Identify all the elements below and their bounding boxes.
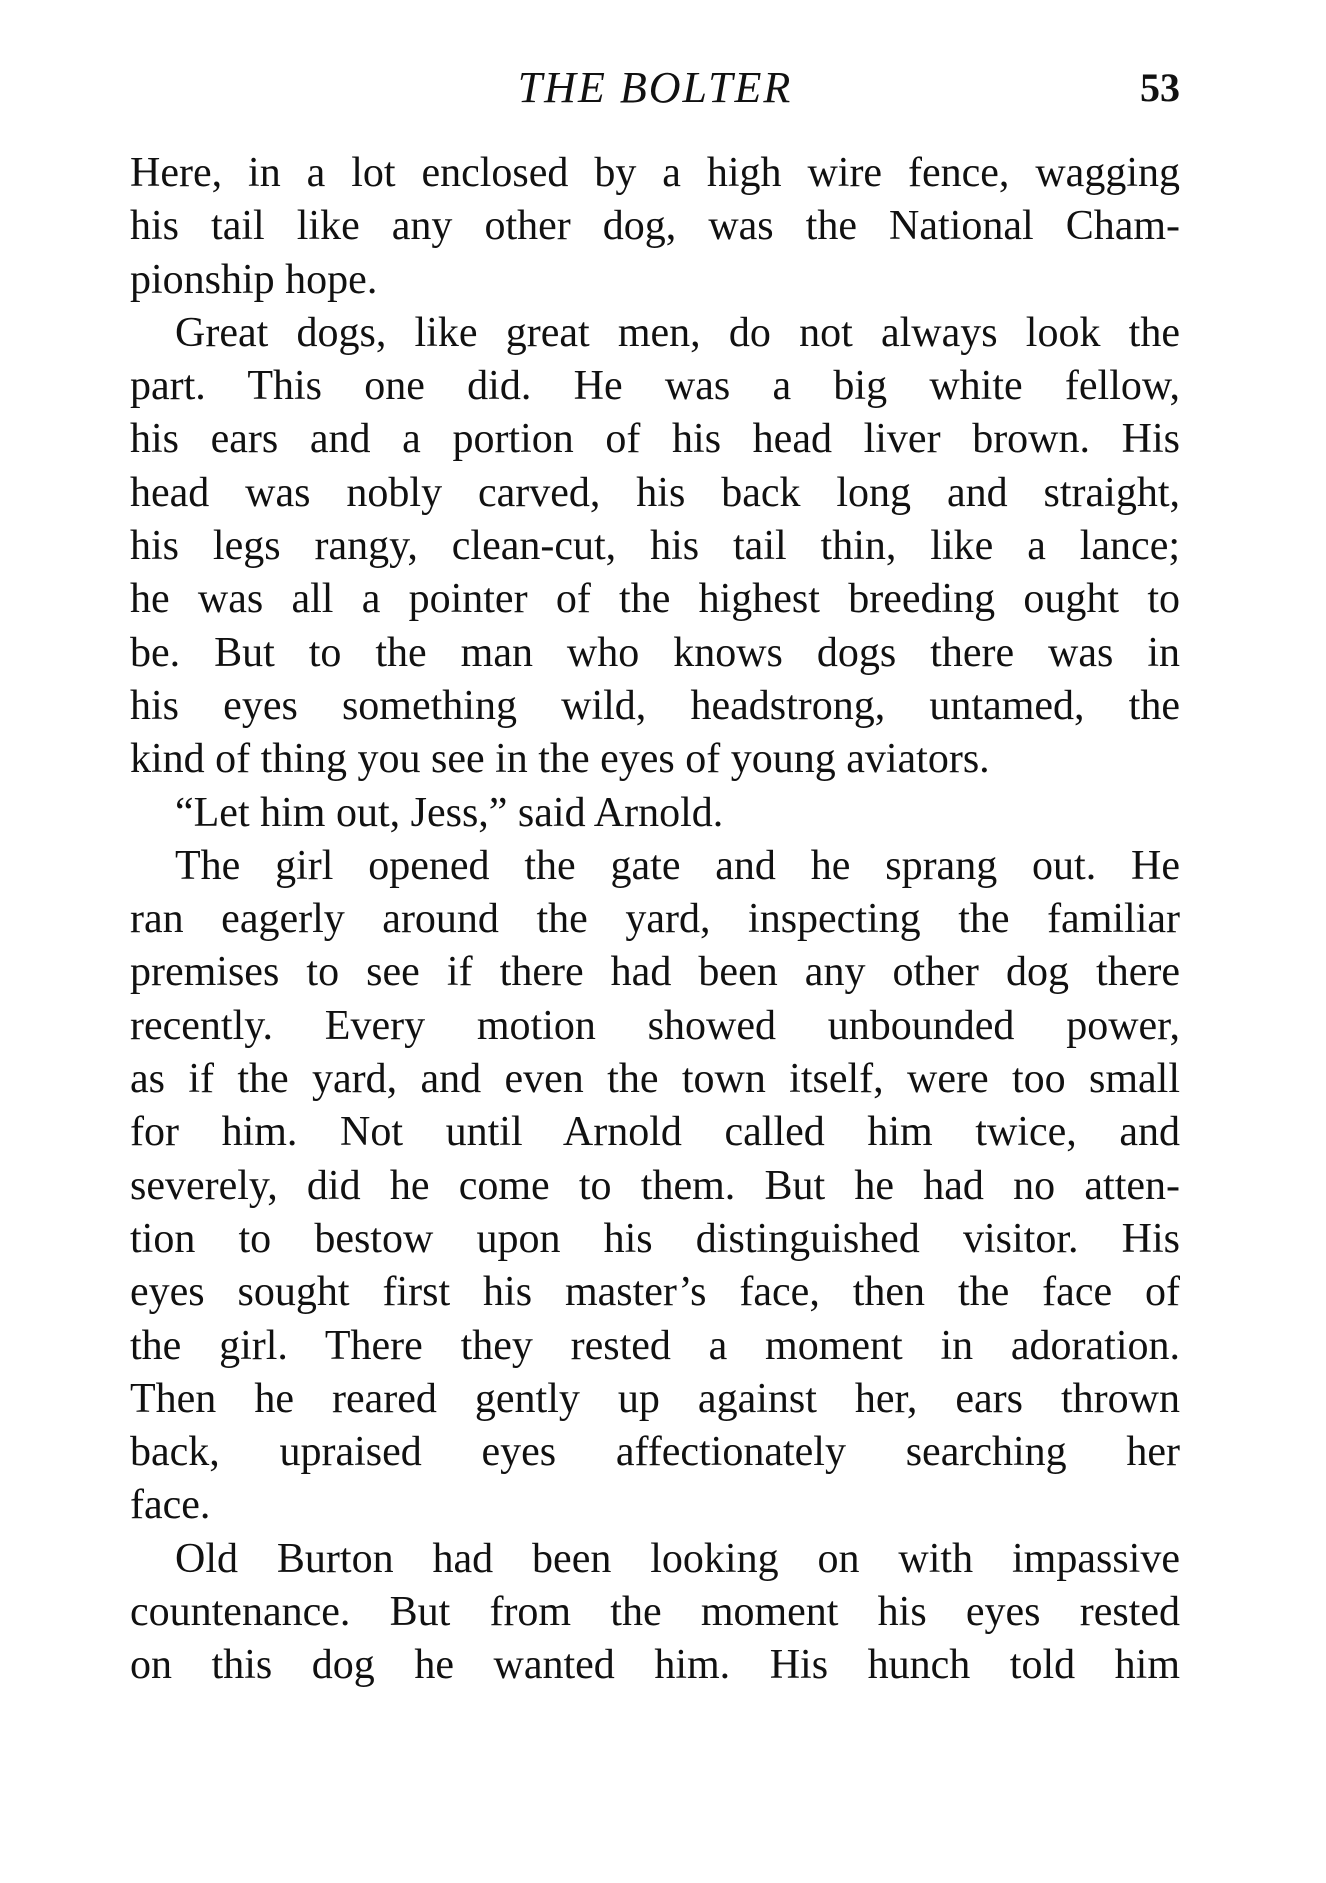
text-line: his eyes something wild, headstrong, untamed, the [130, 682, 1180, 729]
text-line: kind of thing you see in the eyes of young aviators. [130, 736, 990, 783]
text-line: on this dog he wanted him. His hunch told him [130, 1642, 1180, 1689]
text-line: for him. Not until Arnold called him twice, and [130, 1109, 1180, 1156]
body-text [130, 147, 1180, 1693]
text-line: Great dogs, like great men, do not always look the [175, 309, 1180, 356]
text-line: recently. Every motion showed unbounded power, [130, 1002, 1180, 1049]
page-number: 53 [1140, 65, 1180, 110]
text-line: the girl. There they rested a moment in adoration. [130, 1322, 1180, 1369]
text-line: face. [130, 1482, 211, 1529]
text-line: tion to bestow upon his distinguished visitor. His [130, 1215, 1180, 1262]
text-line: as if the yard, and even the town itself, were too small [130, 1056, 1180, 1103]
running-title: THE BOLTER [517, 63, 793, 112]
text-line: “Let him out, Jess,” said Arnold. [175, 789, 724, 836]
text-line: part. This one did. He was a big white fellow, [130, 363, 1180, 410]
text-line: Old Burton had been looking on with impassive [175, 1535, 1180, 1582]
text-line: his tail like any other dog, was the National Cham- [130, 203, 1180, 250]
text-line: be. But to the man who knows dogs there was in [130, 629, 1180, 676]
text-line: he was all a pointer of the highest breeding ought to [130, 576, 1180, 623]
text-line: ran eagerly around the yard, inspecting the familiar [130, 896, 1180, 943]
text-line: countenance. But from the moment his eyes rested [130, 1589, 1180, 1636]
text-line: eyes sought first his master’s face, then the face of [130, 1269, 1180, 1316]
text-line: back, upraised eyes affectionately searching her [130, 1429, 1180, 1476]
text-line: pionship hope. [130, 256, 378, 303]
text-line: his ears and a portion of his head liver brown. His [130, 416, 1180, 463]
running-head [130, 58, 1180, 118]
text-line: Here, in a lot enclosed by a high wire fence, wagging [130, 150, 1180, 196]
text-line: premises to see if there had been any other dog there [130, 949, 1180, 996]
text-line: head was nobly carved, his back long and straight, [130, 469, 1180, 516]
text-line: Then he reared gently up against her, ears thrown [130, 1375, 1180, 1422]
text-line: The girl opened the gate and he sprang out. He [175, 842, 1180, 889]
text-line: his legs rangy, clean-cut, his tail thin, like a lance; [130, 523, 1180, 570]
text-line: severely, did he come to them. But he had no atten- [130, 1162, 1180, 1209]
